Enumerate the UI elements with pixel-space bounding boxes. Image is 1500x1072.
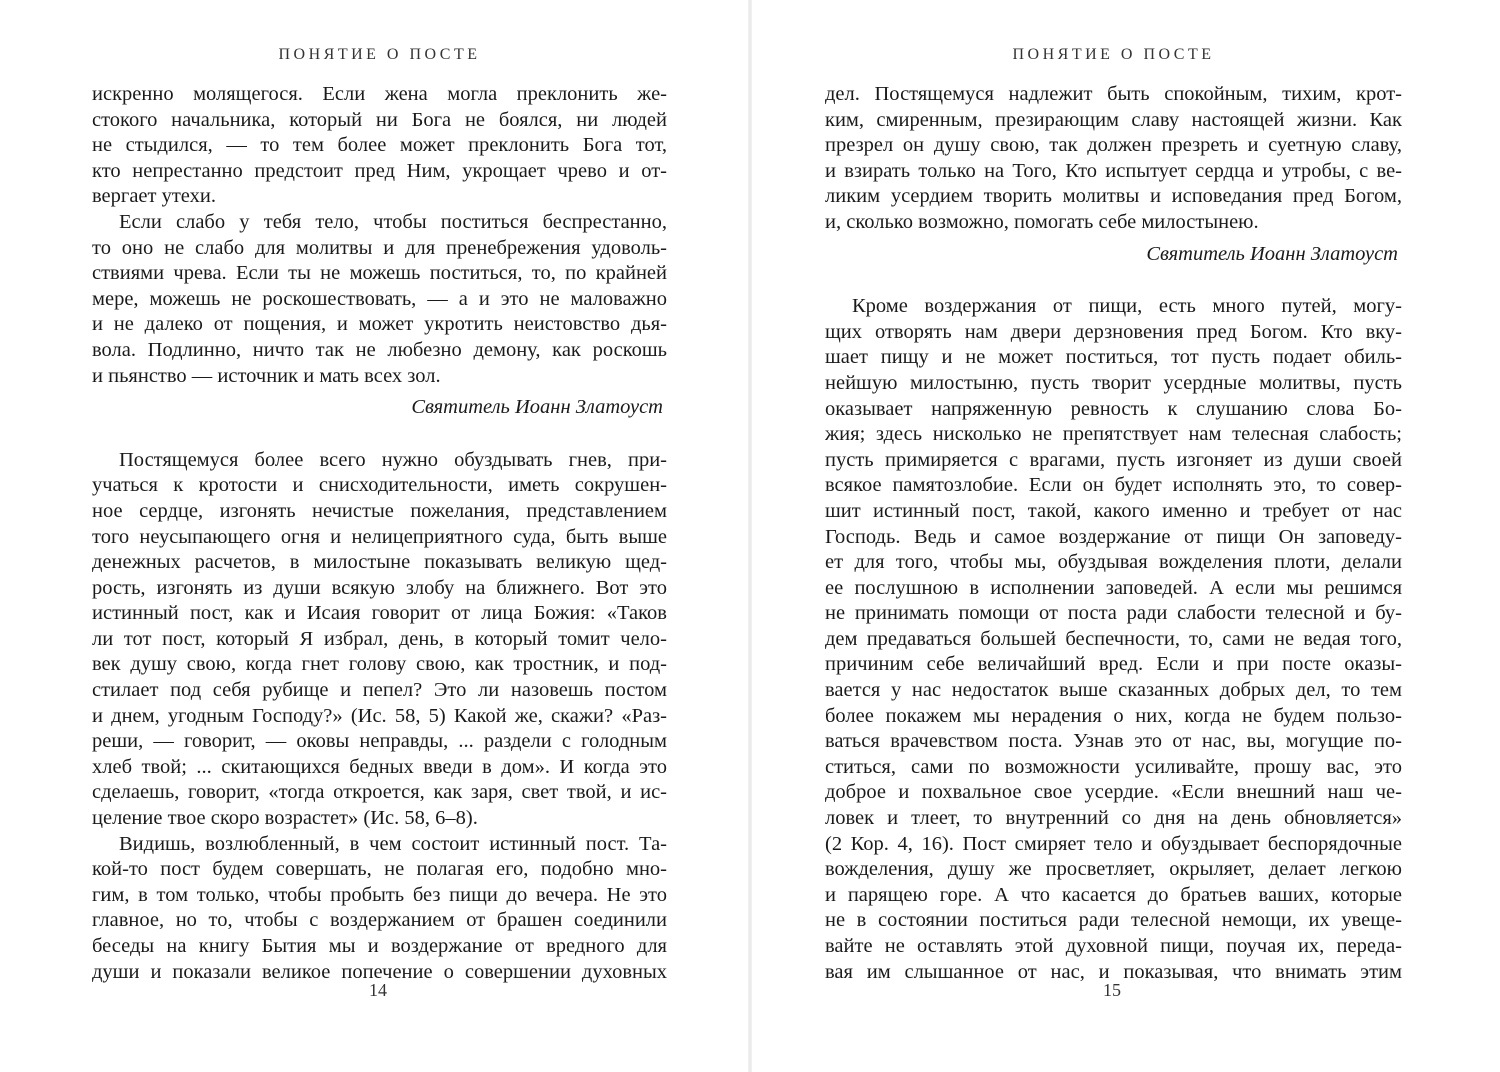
text-line: не стыдился, — то тем более может преклонить Бога тот, xyxy=(92,134,667,157)
paragraph xyxy=(92,448,667,832)
text-line: не в состоянии поститься ради телесной немощи, их увеще- xyxy=(825,909,1402,932)
page-number: 15 xyxy=(1103,980,1121,1000)
text-line: стокого начальника, который ни Бога не боялся, ни людей xyxy=(92,108,667,131)
text-line: искренно молящегося. Если жена могла преклонить же- xyxy=(92,83,667,105)
text-line: денежных расчетов, в милостыне показывать великую щед- xyxy=(92,551,667,574)
text-line: хлеб твой; ... скитающихся бедных введи в дом». И когда это xyxy=(92,755,667,778)
text-line: Господь. Ведь и самое воздержание от пищи Он заповеду- xyxy=(825,525,1402,548)
text-line: век душу свою, когда гнет голову свою, как тростник, и под- xyxy=(92,653,667,676)
text-line: шит истинный пост, такой, какого именно и требует от нас xyxy=(825,499,1402,522)
text-line: ствиями чрева. Если ты не можешь поститься, то, по крайней xyxy=(92,262,667,285)
text-line: и парящею горе. А что касается до братьев ваших, которые xyxy=(825,883,1402,906)
text-line: мере, можешь не роскошествовать, — а и это не маловажно xyxy=(92,287,667,310)
text-line: нейшую милостыню, пусть творит усердные молитвы, пусть xyxy=(825,371,1402,394)
text-line: ее послушною в исполнении заповедей. А если мы решимся xyxy=(825,576,1402,599)
text-line: вола. Подлинно, ничто так не любезно демону, как роскошь xyxy=(92,338,667,361)
text-line: вая им слышанное от нас, и показывая, что внимать этим xyxy=(825,960,1402,983)
text-line: кой-то пост будем совершать, не полагая его, подобно мно- xyxy=(92,858,667,881)
text-line: учаться к кротости и снисходительности, иметь сокрушен- xyxy=(92,474,667,497)
text-line: пусть примиряется с врагами, пусть изгоняет из души своей xyxy=(825,448,1402,471)
text-line: доброе и похвальное свое усердие. «Если внешний наш че- xyxy=(825,781,1402,804)
section-gap xyxy=(825,267,1402,294)
text-line: ститься, сами по возможности усиливайте, прошу вас, это xyxy=(825,755,1402,778)
paragraph xyxy=(92,210,667,389)
text-line: дем предаваться большей беспечности, то, сами не ведая того, xyxy=(825,627,1402,650)
text-line: ловек и тлеет, то внутренний со дня на день обновляется» xyxy=(825,807,1402,830)
text-line: причиним себе величайший вред. Если и при посте оказы- xyxy=(825,653,1402,676)
text-line: главное, но то, чтобы с воздержанием от брашен соединили xyxy=(92,909,667,932)
text-line: и не далеко от пощения, и может укротить неистовство дья- xyxy=(92,313,667,336)
text-line: дел. Постящемуся надлежит быть спокойным, тихим, крот- xyxy=(825,83,1402,105)
text-line: рость, изгонять из души всякую злобу на ближнего. Вот это xyxy=(92,576,667,599)
running-head: ПОНЯТИЕ О ПОСТЕ xyxy=(1012,46,1215,63)
text-line: ли тот пост, который Я избрал, день, в который томит чело- xyxy=(92,627,667,650)
text-line: щих отворять нам двери дерзновения пред Богом. Кто вку- xyxy=(825,320,1402,343)
text-line: Кроме воздержания от пищи, есть много путей, могу- xyxy=(852,295,1402,318)
text-line: шает пищу и не может поститься, тот пусть подает обиль- xyxy=(825,346,1402,369)
paragraph xyxy=(825,82,1402,236)
text-line: реши, — говорит, — оковы неправды, ... раздели с голодным xyxy=(92,730,667,753)
paragraph xyxy=(825,294,1402,985)
left-text-block xyxy=(92,82,667,985)
text-line: ликим усердием творить молитвы и исповедания пред Богом, xyxy=(825,185,1402,208)
text-line: оказывает напряженную ревность к слушанию слова Бо- xyxy=(825,397,1402,420)
text-line: вайте не оставлять этой духовной пищи, поучая их, переда- xyxy=(825,935,1402,957)
text-line: вергает утехи. xyxy=(92,185,216,208)
paragraph xyxy=(92,832,667,986)
attribution: Святитель Иоанн Златоуст xyxy=(411,396,663,419)
text-line: Если слабо у тебя тело, чтобы поститься беспрестанно, xyxy=(119,210,667,233)
page-number: 14 xyxy=(369,980,387,1000)
text-line: вожделения, душу же просветляет, окрыляет, делает легкою xyxy=(825,858,1402,881)
text-line: то оно не слабо для молитвы и для пренебрежения удоволь- xyxy=(92,236,667,259)
text-line: ное сердце, изгонять нечистые пожелания, представлением xyxy=(92,499,667,522)
running-head: ПОНЯТИЕ О ПОСТЕ xyxy=(278,46,481,63)
text-line: того неусыпающего огня и нелицеприятного суда, быть выше xyxy=(92,525,667,548)
text-line: стилает под себя рубище и пепел? Это ли назовешь постом xyxy=(92,679,667,702)
text-line: презрел он душу свою, так должен презреть и суетную славу, xyxy=(825,134,1402,157)
text-line: гим, в том только, чтобы пробыть без пищи до вечера. Не это xyxy=(92,883,667,906)
text-line: всякое памятозлобие. Если он будет исполнять это, то совер- xyxy=(825,474,1402,497)
text-line: (2 Кор. 4, 16). Пост смиряет тело и обуздывает беспорядочные xyxy=(825,832,1402,855)
section-gap xyxy=(92,421,667,448)
paragraph xyxy=(92,82,667,210)
text-line: и пьянство — источник и мать всех зол. xyxy=(92,364,441,387)
text-line: ваться врачевством поста. Узнав это от нас, вы, могущие по- xyxy=(825,730,1402,753)
text-line: души и показали великое попечение о совершении духовных xyxy=(92,960,667,983)
text-line: более покажем мы нерадения о них, когда не будем пользо- xyxy=(825,704,1402,727)
right-text-block xyxy=(825,82,1402,985)
text-line: вается у нас недостаток выше сказанных добрых дел, то тем xyxy=(825,679,1402,702)
text-line: жия; здесь нисколько не препятствует нам телесная слабость; xyxy=(825,423,1402,446)
right-page xyxy=(752,0,1500,1072)
left-page xyxy=(0,0,748,1072)
text-line: кто непрестанно предстоит пред Ним, укрощает чрево и от- xyxy=(92,159,667,182)
attribution: Святитель Иоанн Златоуст xyxy=(1146,242,1398,265)
text-line: истинный пост, как и Исаия говорит от лица Божия: «Таков xyxy=(92,602,667,625)
text-line: ет для того, чтобы мы, обуздывая вожделения плоти, делали xyxy=(825,551,1402,574)
text-line: не принимать помощи от поста ради слабости телесной и бу- xyxy=(825,602,1402,625)
text-line: и днем, угодным Господу?» (Ис. 58, 5) Какой же, скажи? «Раз- xyxy=(92,704,667,727)
text-line: Постящемуся более всего нужно обуздывать гнев, при- xyxy=(119,448,667,471)
text-line: Видишь, возлюбленный, в чем состоит истинный пост. Та- xyxy=(119,832,667,855)
text-line: беседы на книгу Бытия мы и воздержание от вредного для xyxy=(92,935,667,957)
text-line: сделаешь, говорит, «тогда откроется, как заря, свет твой, и ис- xyxy=(92,781,667,804)
text-line: и, сколько возможно, помогать себе милостынею. xyxy=(825,210,1259,233)
text-line: целение твое скоро возрастет» (Ис. 58, 6–8). xyxy=(92,807,478,830)
text-line: ким, смиренным, презирающим славу настоящей жизни. Как xyxy=(825,108,1402,131)
text-line: и взирать только на Того, Кто испытует сердца и утробы, с ве- xyxy=(825,159,1402,182)
